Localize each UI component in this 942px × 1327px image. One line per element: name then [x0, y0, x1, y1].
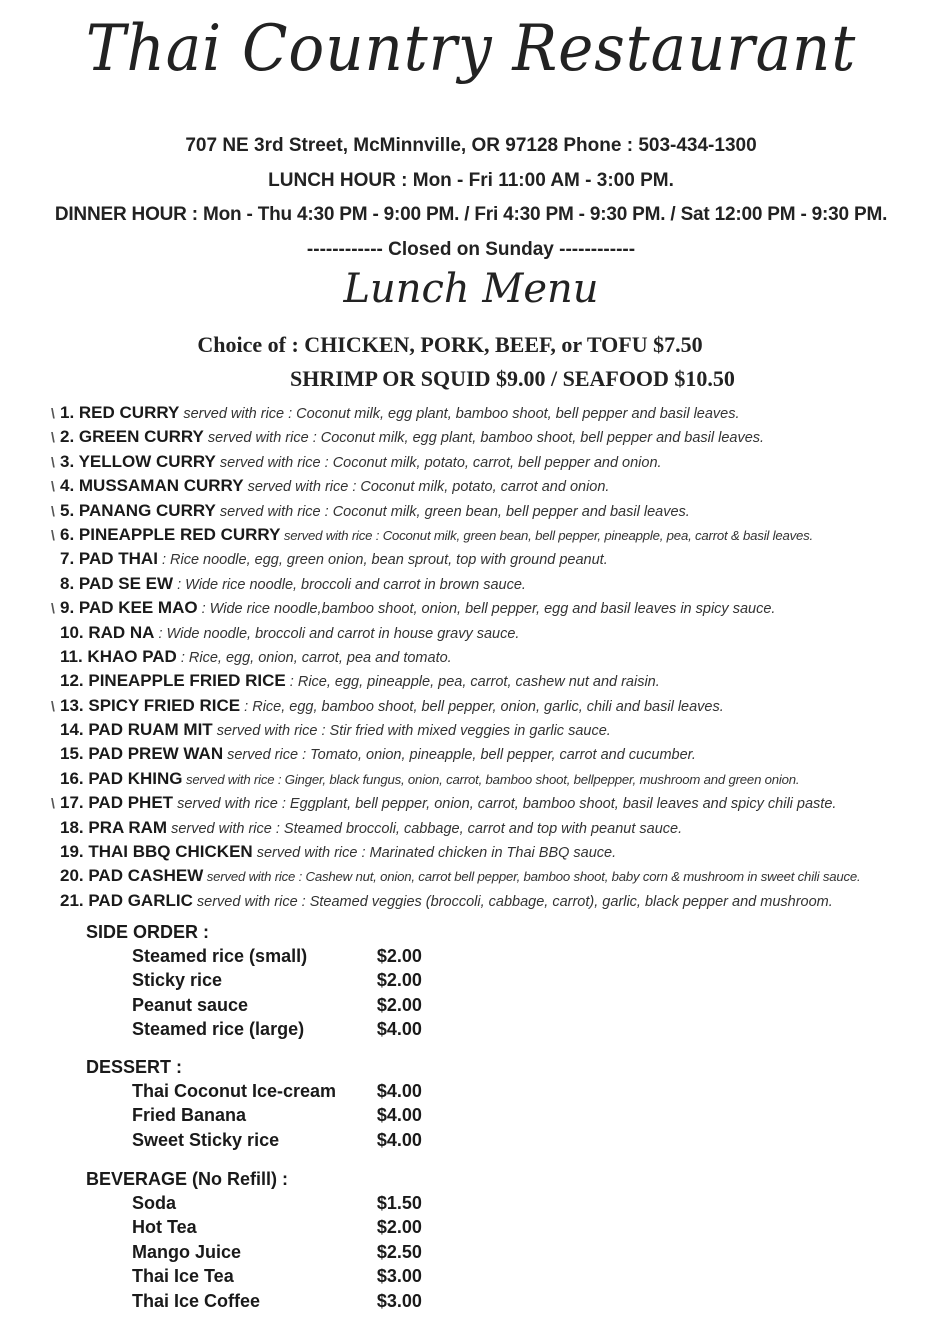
item-price: $2.00 — [376, 946, 422, 966]
spicy-mark: \ — [51, 429, 55, 446]
dessert-section — [86, 1055, 446, 1152]
item-price: $2.50 — [376, 1241, 422, 1262]
menu-item-name: 2. GREEN CURRY — [60, 427, 204, 447]
item-name: Sweet Sticky rice — [132, 1129, 280, 1150]
menu-item-description: served with rice : Coconut milk, potato, carrot, bell pepper and onion. — [215, 454, 662, 471]
price-row — [86, 968, 446, 992]
price-row — [86, 944, 446, 968]
menu-item-description: : Rice, egg, bamboo shoot, bell pepper, onion, garlic, chili and basil leaves. — [240, 698, 724, 715]
menu-item-description: served with rice : Coconut milk, green bean, bell pepper and basil leaves. — [215, 503, 690, 520]
item-name: Fried Banana — [132, 1105, 247, 1126]
beverage-section — [86, 1167, 446, 1313]
spicy-mark: \ — [51, 478, 55, 495]
menu-item-description: : Rice, egg, pineapple, pea, carrot, cashew nut and raisin. — [285, 674, 660, 691]
menu-item — [46, 791, 936, 815]
menu-item-description: served with rice : Cashew nut, onion, carrot bell pepper, bamboo shoot, baby corn & mushroom in sweet chili sauce. — [203, 869, 861, 885]
spicy-mark: \ — [51, 600, 55, 617]
item-name: Thai Coconut Ice-cream — [132, 1081, 337, 1101]
menu-item — [46, 694, 936, 718]
side-order-section — [86, 920, 446, 1042]
menu-item-name: 8. PAD SE EW — [60, 573, 174, 593]
item-name: Steamed rice (small) — [132, 946, 308, 966]
menu-item-name: 16. PAD KHING — [60, 768, 183, 788]
menu-item-name: 11. KHAO PAD — [60, 646, 177, 666]
menu-item-name: 9. PAD KEE MAO — [60, 598, 198, 618]
menu-item-description: : Rice, egg, onion, carrot, pea and tomato. — [176, 649, 452, 666]
dinner-hours: DINNER HOUR : Mon - Thu 4:30 PM - 9:00 PM. / Fri 4:30 PM - 9:30 PM. / Sat 12:00 PM - 9:30 PM. — [54, 204, 888, 225]
menu-item-name: 12. PINEAPPLE FRIED RICE — [60, 671, 286, 691]
menu-item-name: 4. MUSSAMAN CURRY — [60, 476, 244, 496]
dessert-title: DESSERT : — [86, 1057, 183, 1077]
menu-item — [46, 425, 936, 449]
menu-item-name: 20. PAD CASHEW — [60, 866, 204, 886]
lunch-menu-title: Lunch Menu — [343, 266, 599, 312]
spicy-mark: \ — [51, 697, 55, 714]
spicy-mark: \ — [51, 405, 55, 421]
item-name: Steamed rice (large) — [132, 1019, 305, 1040]
menu-item — [46, 401, 936, 425]
item-name: Thai Ice Tea — [132, 1266, 234, 1287]
menu-item-name: 19. THAI BBQ CHICKEN — [60, 842, 253, 862]
choice-line-2: SHRIMP OR SQUID $9.00 / SEAFOOD $10.50 — [290, 366, 735, 391]
spicy-mark: \ — [51, 453, 55, 470]
item-price: $2.00 — [376, 994, 422, 1015]
price-row — [86, 1289, 446, 1313]
menu-item — [46, 742, 936, 766]
menu-item — [46, 889, 936, 913]
menu-item — [46, 621, 936, 645]
price-row — [86, 1240, 446, 1264]
menu-item — [46, 523, 936, 547]
menu-item-name: 21. PAD GARLIC — [60, 890, 193, 910]
menu-item — [46, 718, 936, 742]
item-name: Mango Juice — [132, 1241, 242, 1262]
menu-item-name: 7. PAD THAI — [60, 549, 158, 569]
menu-item — [46, 840, 936, 864]
menu-item-name: 5. PANANG CURRY — [60, 500, 216, 520]
item-price: $4.00 — [376, 1129, 422, 1150]
menu-item-description: served with rice : Coconut milk, potato, carrot and onion. — [243, 479, 610, 496]
price-row — [86, 1264, 446, 1288]
menu-item-description: served with rice : Steamed broccoli, cabbage, carrot and top with peanut sauce. — [167, 820, 683, 837]
side-order-title: SIDE ORDER : — [86, 922, 210, 942]
menu-item — [46, 547, 936, 571]
spicy-mark: \ — [51, 502, 55, 519]
menu-item-description: served with rice : Stir fried with mixed veggies in garlic sauce. — [212, 723, 611, 740]
menu-item-description: : Wide noodle, broccoli and carrot in house gravy sauce. — [154, 625, 520, 642]
menu-item-name: 10. RAD NA — [60, 622, 155, 642]
address-line: 707 NE 3rd Street, McMinnville, OR 97128 Phone : 503-434-1300 — [185, 135, 757, 156]
menu-item — [46, 816, 936, 840]
price-row — [86, 1079, 446, 1103]
item-price: $4.00 — [376, 1019, 422, 1040]
spicy-mark: \ — [51, 526, 55, 543]
item-name: Thai Ice Coffee — [132, 1290, 261, 1311]
menu-item-name: 14. PAD RUAM MIT — [60, 720, 213, 740]
choice-line-1: Choice of : CHICKEN, PORK, BEEF, or TOFU $7.50 — [197, 332, 703, 357]
menu-item-description: served with rice : Coconut milk, egg plant, bamboo shoot, bell pepper and basil leaves. — [179, 406, 740, 422]
menu-item-description: served with rice : Eggplant, bell pepper, onion, carrot, bamboo shoot, basil leaves and spicy chili paste. — [173, 796, 837, 813]
lunch-hours: LUNCH HOUR : Mon - Fri 11:00 AM - 3:00 PM. — [268, 170, 674, 191]
menu-item-description: : Wide rice noodle,bamboo shoot, onion, bell pepper, egg and basil leaves in spicy sauce. — [197, 601, 776, 618]
menu-item — [46, 596, 936, 620]
menu-item — [46, 572, 936, 596]
price-row — [86, 1215, 446, 1239]
menu-item-name: 17. PAD PHET — [60, 793, 174, 813]
item-price: $4.00 — [376, 1081, 422, 1101]
item-price: $1.50 — [376, 1193, 422, 1213]
menu-item-description: : Rice noodle, egg, green onion, bean sprout, top with ground peanut. — [157, 552, 608, 569]
restaurant-name: Thai Country Restaurant — [85, 12, 857, 86]
price-row — [86, 1017, 446, 1041]
menu-item — [46, 474, 936, 498]
item-price: $2.00 — [376, 970, 422, 991]
item-price: $4.00 — [376, 1105, 422, 1126]
menu-item-name: 6. PINEAPPLE RED CURRY — [60, 524, 281, 544]
price-row — [86, 1128, 446, 1152]
item-name: Hot Tea — [132, 1217, 197, 1238]
item-price: $3.00 — [376, 1266, 422, 1287]
menu-item-name: 1. RED CURRY — [60, 403, 180, 422]
item-price: $3.00 — [376, 1290, 422, 1311]
beverage-title: BEVERAGE (No Refill) : — [86, 1169, 289, 1189]
menu-item-description: served with rice : Marinated chicken in Thai BBQ sauce. — [252, 845, 617, 862]
item-name: Sticky rice — [132, 970, 223, 991]
lunch-menu-list — [46, 401, 936, 913]
menu-item-description: served with rice : Ginger, black fungus, onion, carrot, bamboo shoot, bellpepper, mushroom and green onion. — [182, 771, 800, 787]
item-name: Peanut sauce — [132, 994, 249, 1015]
menu-item-description: served with rice : Coconut milk, green bean, bell pepper, pineapple, pea, carrot & basil leaves. — [280, 527, 814, 543]
menu-item — [46, 499, 936, 523]
menu-item-name: 15. PAD PREW WAN — [60, 744, 224, 764]
menu-item-name: 3. YELLOW CURRY — [60, 451, 216, 471]
menu-item — [46, 767, 936, 791]
closed-note: ------------ Closed on Sunday ------------ — [306, 239, 636, 260]
price-row — [86, 993, 446, 1017]
menu-item-description: : Wide rice noodle, broccoli and carrot in brown sauce. — [173, 576, 526, 593]
menu-item-name: 18. PRA RAM — [60, 817, 168, 837]
spicy-mark: \ — [51, 795, 55, 812]
menu-item — [46, 864, 936, 888]
item-price: $2.00 — [376, 1217, 422, 1238]
menu-item — [46, 669, 936, 693]
menu-item-name: 13. SPICY FRIED RICE — [60, 695, 241, 715]
menu-item-description: served with rice : Steamed veggies (broccoli, cabbage, carrot), garlic, black pepper and mushroom. — [192, 893, 833, 910]
menu-item — [46, 450, 936, 474]
item-name: Soda — [132, 1193, 177, 1213]
menu-item-description: served with rice : Coconut milk, egg plant, bamboo shoot, bell pepper and basil leaves. — [203, 430, 765, 447]
price-row — [86, 1191, 446, 1215]
menu-item — [46, 645, 936, 669]
price-row — [86, 1103, 446, 1127]
menu-item-description: served rice : Tomato, onion, pineapple, bell pepper, carrot and cucumber. — [223, 747, 696, 764]
